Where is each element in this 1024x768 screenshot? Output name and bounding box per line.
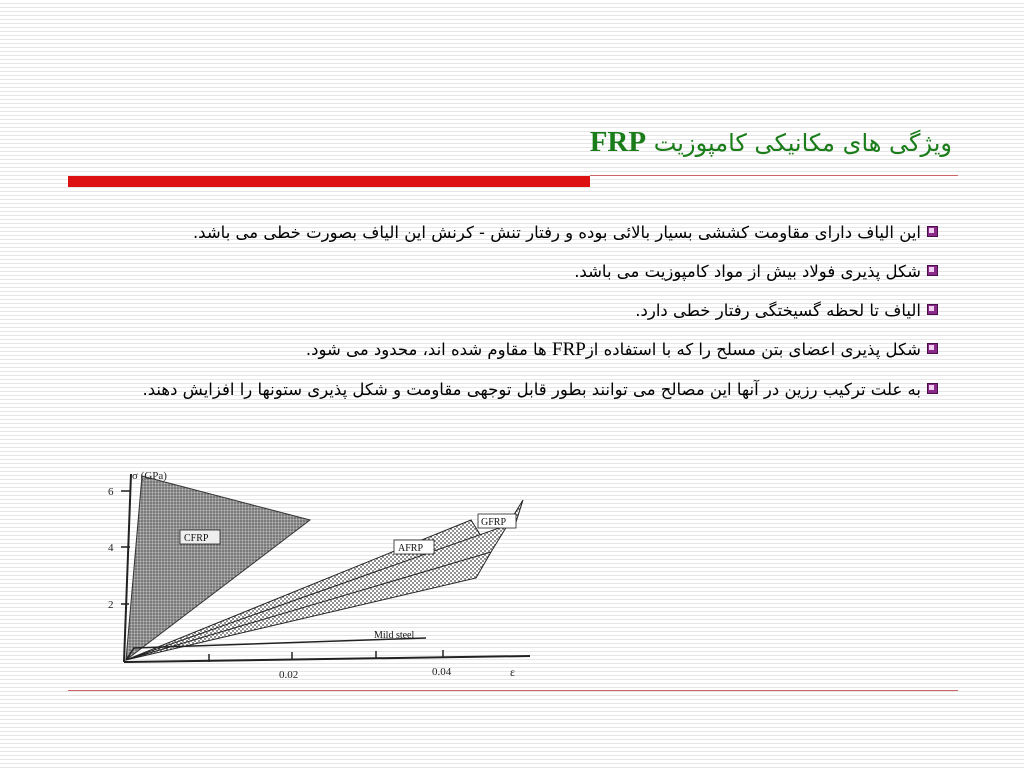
- bullet-item: [58, 300, 938, 322]
- mild-steel-label: Mild steel: [374, 630, 415, 641]
- title-underline: [590, 175, 958, 176]
- y-axis-label: σ (GPa): [132, 470, 167, 482]
- slide-title: [590, 126, 952, 159]
- bullet-square-icon: [927, 304, 938, 315]
- bullet-square-icon: [927, 343, 938, 354]
- bullet-text: به علت ترکیب رزین در آنها این مصالح می توانند بطور قابل توجهی مقاومت و شکل پذیری ستونها را افزایش دهند.: [142, 380, 921, 399]
- bullet-text: این الیاف دارای مقاومت کششی بسیار بالائی بوده و رفتار تنش - کرنش این الیاف بصورت خطی می باشد.: [192, 223, 921, 242]
- afrp-label: AFRP: [398, 543, 424, 554]
- stress-strain-diagram: [96, 466, 566, 686]
- title-accent-bar: [68, 176, 590, 187]
- bullet-text-latin: FRP: [552, 339, 586, 360]
- x-axis-label: ε: [510, 665, 516, 679]
- bottom-rule: [68, 690, 958, 691]
- bullet-text: ها مقاوم شده اند، محدود می شود.: [305, 340, 553, 359]
- bullet-text: شکل پذیری اعضای بتن مسلح را که با استفاده از: [585, 340, 921, 359]
- bullet-square-icon: [927, 265, 938, 276]
- bullet-text: شکل پذیری فولاد بیش از مواد کامپوزیت می باشد.: [574, 262, 921, 281]
- y-tick-label: 4: [108, 542, 114, 554]
- bullet-text: الیاف تا لحظه گسیختگی رفتار خطی دارد.: [635, 301, 921, 320]
- cfrp-label: CFRP: [184, 533, 209, 544]
- x-axis: [124, 656, 530, 662]
- x-tick-label: 0.02: [279, 669, 299, 681]
- stress-strain-figure: [96, 466, 566, 690]
- bullet-list: [58, 222, 938, 429]
- bullet-item: [58, 339, 938, 361]
- slide-title-latin: FRP: [589, 126, 647, 158]
- slide-title-persian: ویژگی های مکانیکی کامپوزیت: [653, 129, 952, 157]
- y-tick-label: 6: [108, 486, 114, 498]
- bullet-item: [58, 261, 938, 283]
- gfrp-label: GFRP: [481, 517, 507, 528]
- bullet-item: [58, 222, 938, 244]
- x-tick-label: 0.04: [432, 666, 452, 678]
- y-tick-label: 2: [108, 599, 114, 611]
- bullet-square-icon: [927, 226, 938, 237]
- bullet-item: [58, 368, 938, 412]
- bullet-square-icon: [927, 383, 938, 394]
